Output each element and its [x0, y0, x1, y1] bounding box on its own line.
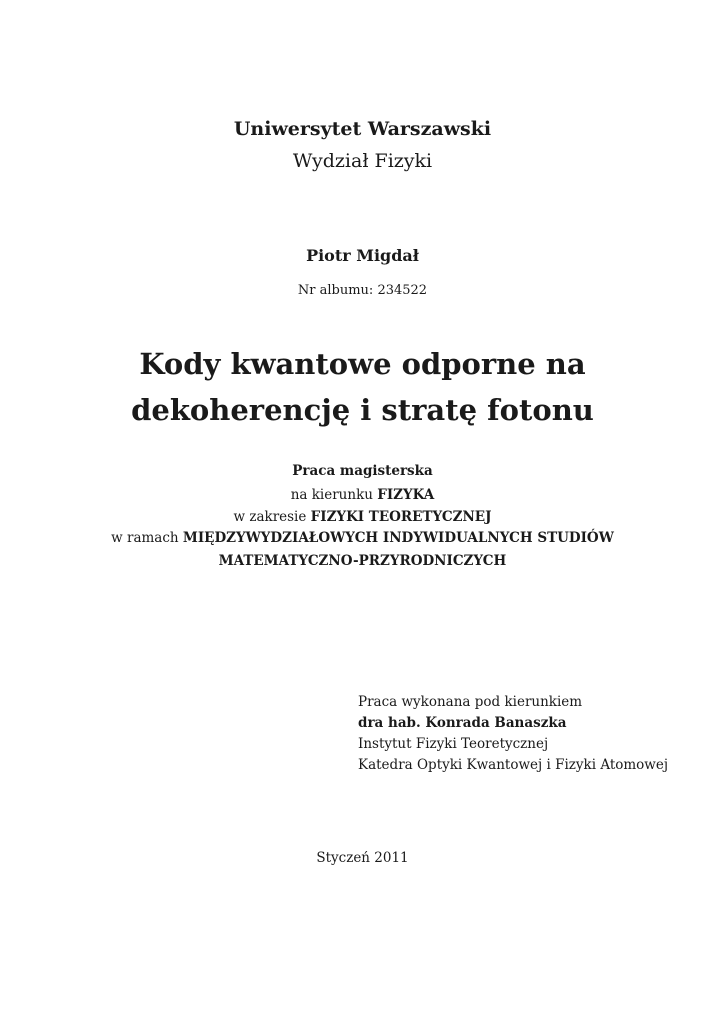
- thesis-title-line-2: dekoherencję i stratę fotonu: [131, 393, 594, 427]
- thesis-studies-line-2: MATEMATYCZNO-PRZYRODNICZYCH: [218, 553, 507, 569]
- album-number: Nr albumu: 234522: [297, 283, 428, 298]
- author-name: Piotr Migdał: [306, 246, 419, 265]
- thesis-field-line: [0, 487, 725, 503]
- supervisor-name: dra hab. Konrada Banaszka: [358, 715, 567, 731]
- thesis-date: Styczeń 2011: [316, 850, 409, 866]
- thesis-title-line-1: Kody kwantowe odporne na: [139, 347, 586, 381]
- thesis-field: FIZYKA: [377, 487, 435, 503]
- thesis-scope-line: [0, 509, 725, 525]
- thesis-type: Praca magisterska: [292, 463, 433, 479]
- thesis-field-prefix: na kierunku: [290, 487, 378, 503]
- supervisor-institute: Instytut Fizyki Teoretycznej: [358, 736, 549, 752]
- thesis-studies-prefix: w ramach: [111, 530, 183, 546]
- supervisor-intro: Praca wykonana pod kierunkiem: [358, 694, 583, 710]
- faculty-name: Wydział Fizyki: [292, 150, 433, 172]
- university-name: Uniwersytet Warszawski: [233, 118, 492, 140]
- supervisor-department: Katedra Optyki Kwantowej i Fizyki Atomowej: [358, 757, 669, 773]
- thesis-studies: MIĘDZYWYDZIAŁOWYCH INDYWIDUALNYCH STUDIÓW: [182, 530, 614, 546]
- thesis-scope-prefix: w zakresie: [233, 509, 311, 525]
- thesis-scope: FIZYKI TEORETYCZNEJ: [310, 509, 492, 525]
- supervisor-block: [358, 692, 668, 776]
- thesis-studies-line: [0, 530, 725, 546]
